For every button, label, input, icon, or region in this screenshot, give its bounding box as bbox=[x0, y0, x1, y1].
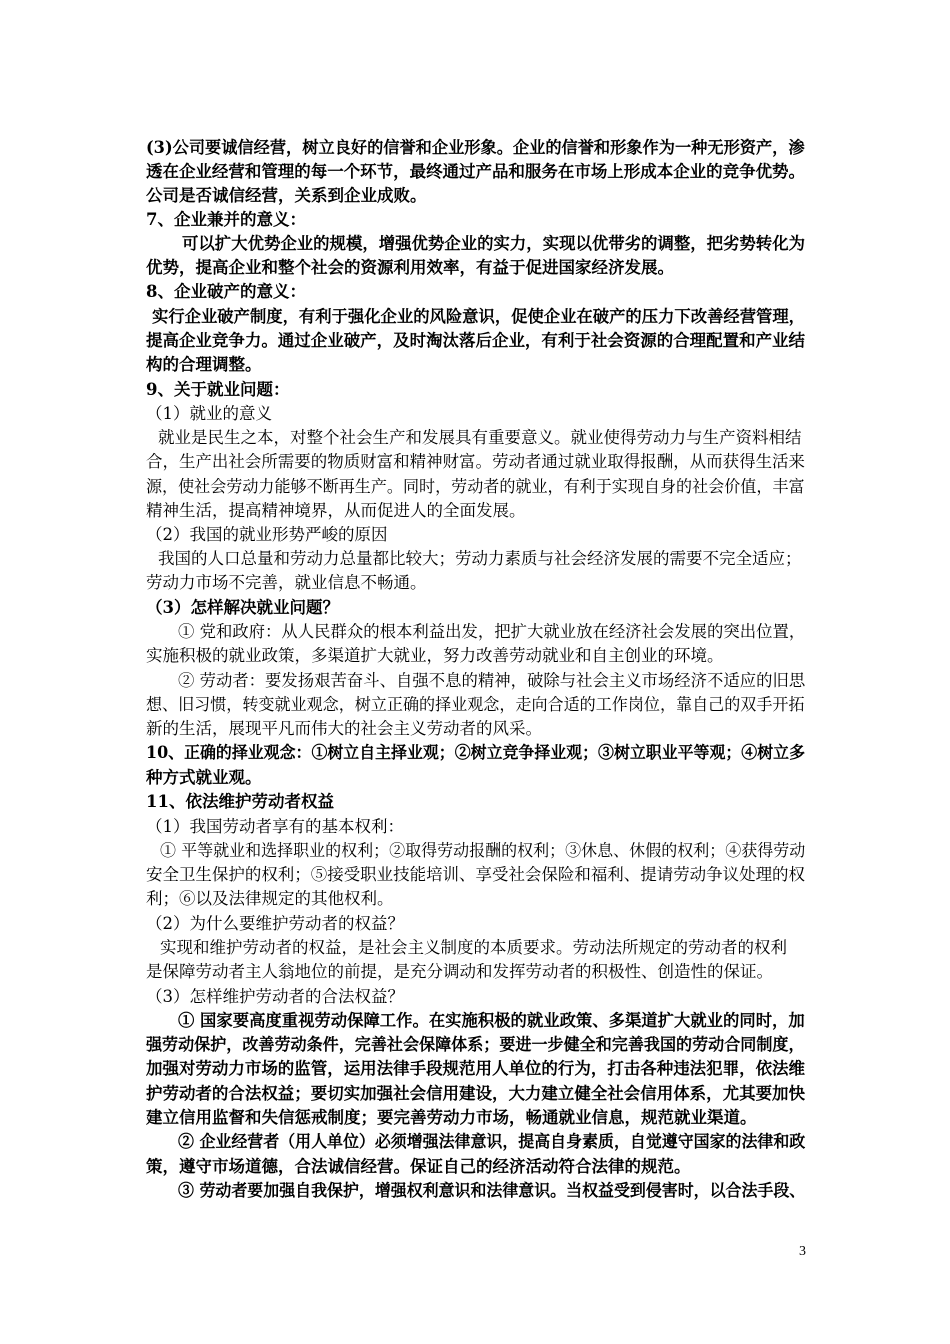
text-line: 10、正确的择业观念：①树立自主择业观；②树立竞争择业观；③树立职业平等观；④树立多 bbox=[146, 743, 805, 762]
text-line: （2）为什么要维护劳动者的权益？ bbox=[146, 914, 404, 933]
page-number: 3 bbox=[799, 1244, 806, 1259]
text-line: 优势，提高企业和整个社会的资源利用效率，有益于促进国家经济发展。 bbox=[146, 258, 674, 277]
text-line: 强劳动保护，改善劳动条件，完善社会保障体系；要进一步健全和完善我国的劳动合同制度， bbox=[146, 1035, 805, 1054]
text-line: 公司是否诚信经营，关系到企业成败。 bbox=[146, 186, 427, 205]
text-line: 我国的人口总量和劳动力总量都比较大；劳动力素质与社会经济发展的需要不完全适应； bbox=[158, 549, 802, 568]
text-line: （2）我国的就业形势严峻的原因 bbox=[146, 525, 388, 544]
text-line: ① 党和政府：从人民群众的根本利益出发，把扩大就业放在经济社会发展的突出位置， bbox=[178, 622, 806, 641]
text-line: 加强对劳动力市场的监管，运用法律手段规范用人单位的行为，打击各种违法犯罪，依法维 bbox=[146, 1059, 806, 1078]
text-line: 建立信用监督和失信惩戒制度；要完善劳动力市场，畅通就业信息，规范就业渠道。 bbox=[146, 1108, 757, 1127]
text-line: 提高企业竞争力。通过企业破产，及时淘汰落后企业，有利于社会资源的合理配置和产业结 bbox=[146, 331, 806, 350]
text-line: ③ 劳动者要加强自我保护，增强权利意识和法律意识。当权益受到侵害时，以合法手段、 bbox=[178, 1181, 806, 1200]
text-line: （1）就业的意义 bbox=[146, 404, 272, 423]
text-line: 构的合理调整。 bbox=[146, 355, 262, 374]
text-line: 利；⑥以及法律规定的其他权利。 bbox=[146, 889, 394, 908]
text-line: 实行企业破产制度，有利于强化企业的风险意识，促使企业在破产的压力下改善经营管理， bbox=[152, 307, 806, 326]
text-line: ② 企业经营者（用人单位）必须增强法律意识，提高自身素质，自觉遵守国家的法律和政 bbox=[178, 1132, 806, 1151]
text-line: （1）我国劳动者享有的基本权利： bbox=[146, 817, 404, 836]
text-line: 精神生活，提高精神境界，从而促进人的全面发展。 bbox=[146, 501, 526, 520]
text-line: 9、关于就业问题： bbox=[146, 380, 290, 399]
text-line: 是保障劳动者主人翁地位的前提，是充分调动和发挥劳动者的积极性、创造性的保证。 bbox=[146, 962, 773, 981]
text-line: 护劳动者的合法权益；要切实加强社会信用建设，大力建立健全社会信用体系，尤其要加快 bbox=[146, 1084, 806, 1103]
text-line: （3）怎样维护劳动者的合法权益？ bbox=[146, 987, 404, 1006]
text-line: 安全卫生保护的权利；⑤接受职业技能培训、享受社会保险和福利、提请劳动争议处理的权 bbox=[146, 865, 806, 884]
text-line: 新的生活，展现平凡而伟大的社会主义劳动者的风采。 bbox=[146, 719, 542, 738]
text-line: 合，生产出社会所需要的物质财富和精神财富。劳动者通过就业取得报酬，从而获得生活来 bbox=[146, 452, 806, 471]
text-line: ② 劳动者：要发扬艰苦奋斗、自强不息的精神，破除与社会主义市场经济不适应的旧思 bbox=[178, 671, 806, 690]
text-line: 7、企业兼并的意义： bbox=[146, 210, 306, 229]
text-line: 种方式就业观。 bbox=[146, 768, 262, 787]
text-line: 策，遵守市场道德，合法诚信经营。保证自己的经济活动符合法律的规范。 bbox=[146, 1157, 691, 1176]
text-line: 8、企业破产的意义： bbox=[146, 282, 306, 301]
text-line: 透在企业经营和管理的每一个环节，最终通过产品和服务在市场上形成本企业的竞争优势。 bbox=[146, 162, 806, 181]
text-line: ① 国家要高度重视劳动保障工作。在实施积极的就业政策、多渠道扩大就业的同时，加 bbox=[178, 1011, 805, 1030]
text-line: 就业是民生之本，对整个社会生产和发展具有重要意义。就业使得劳动力与生产资料相结 bbox=[158, 428, 802, 447]
text-line: ① 平等就业和选择职业的权利；②取得劳动报酬的权利；③休息、休假的权利；④获得劳动 bbox=[160, 841, 806, 860]
text-line: （3）怎样解决就业问题？ bbox=[146, 598, 339, 617]
text-line: 11、依法维护劳动者权益 bbox=[146, 792, 334, 811]
text-line: 源，使社会劳动力能够不断再生产。同时，劳动者的就业，有利于实现自身的社会价值，丰富 bbox=[146, 477, 805, 496]
text-line: 可以扩大优势企业的规模，增强优势企业的实力，实现以优带劣的调整，把劣势转化为 bbox=[182, 234, 805, 253]
text-line: (3)公司要诚信经营，树立良好的信誉和企业形象。企业的信誉和形象作为一种无形资产，渗 bbox=[146, 138, 805, 157]
text-line: 想、旧习惯，转变就业观念，树立正确的择业观念，走向合适的工作岗位，靠自己的双手开拓 bbox=[146, 695, 805, 714]
text-line: 实现和维护劳动者的权益，是社会主义制度的本质要求。劳动法所规定的劳动者的权利 bbox=[160, 938, 787, 957]
text-line: 劳动力市场不完善，就业信息不畅通。 bbox=[146, 573, 427, 592]
text-line: 实施积极的就业政策，多渠道扩大就业，努力改善劳动就业和自主创业的环境。 bbox=[146, 646, 724, 665]
